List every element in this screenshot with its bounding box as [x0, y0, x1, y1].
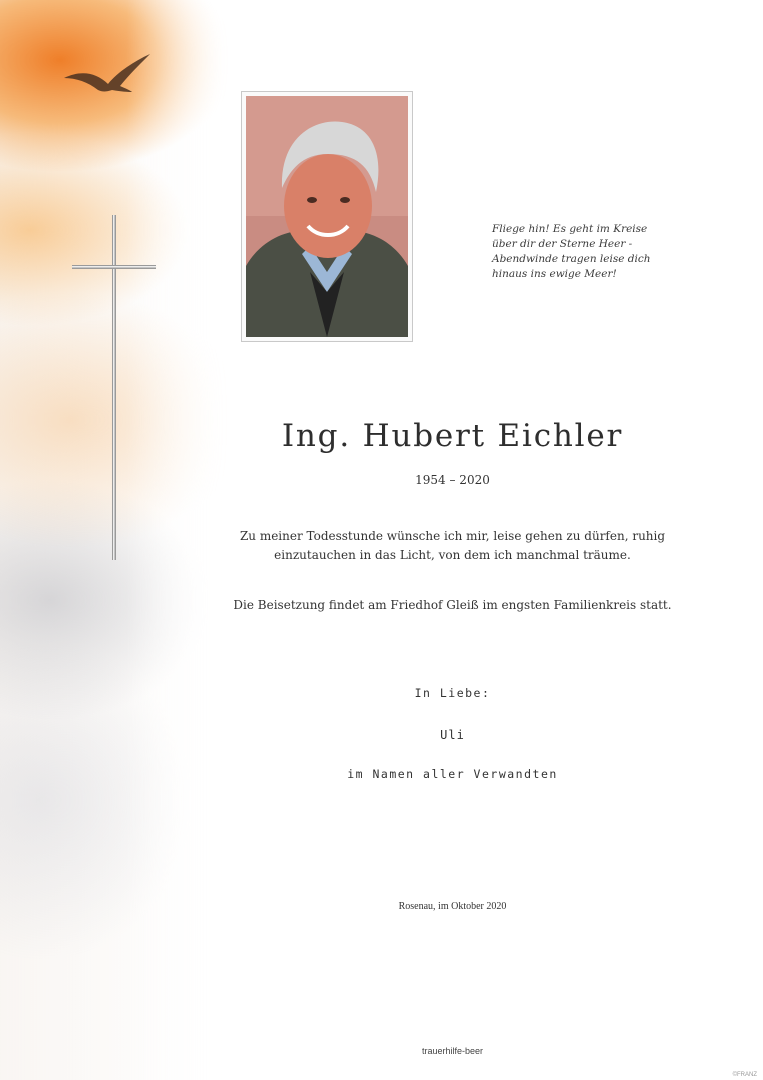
- place-date: Rosenau, im Oktober 2020: [398, 901, 507, 912]
- poem-line: Fliege hin! Es geht im Kreise: [492, 223, 648, 235]
- quote-line: einzutauchen in das Licht, von dem ich manchmal träume.: [274, 548, 631, 562]
- cross-icon: [72, 215, 156, 560]
- portrait-frame: [241, 91, 413, 342]
- quote-line: Zu meiner Todesstunde wünsche ich mir, leise gehen zu dürfen, ruhig: [239, 529, 666, 543]
- mourner-name: Uli: [440, 728, 465, 742]
- life-years: 1954 – 2020: [415, 473, 490, 487]
- quote: [200, 527, 705, 565]
- poem: [492, 222, 672, 282]
- corner-mark: ©FRANZ: [732, 1072, 757, 1078]
- poem-line: hinaus ins ewige Meer!: [492, 268, 617, 280]
- deceased-name: Ing. Hubert Eichler: [281, 418, 624, 454]
- portrait-photo: [246, 96, 408, 337]
- relatives-note: im Namen aller Verwandten: [347, 767, 558, 781]
- sign-off: In Liebe:: [414, 686, 491, 700]
- poem-line: über dir der Sterne Heer -: [492, 238, 633, 250]
- bird-icon: [62, 52, 152, 96]
- footer-brand: trauerhilfe-beer: [421, 1046, 484, 1056]
- poem-line: Abendwinde tragen leise dich: [492, 253, 651, 265]
- burial-notice: Die Beisetzung findet am Friedhof Gleiß im engsten Familienkreis statt.: [233, 598, 672, 612]
